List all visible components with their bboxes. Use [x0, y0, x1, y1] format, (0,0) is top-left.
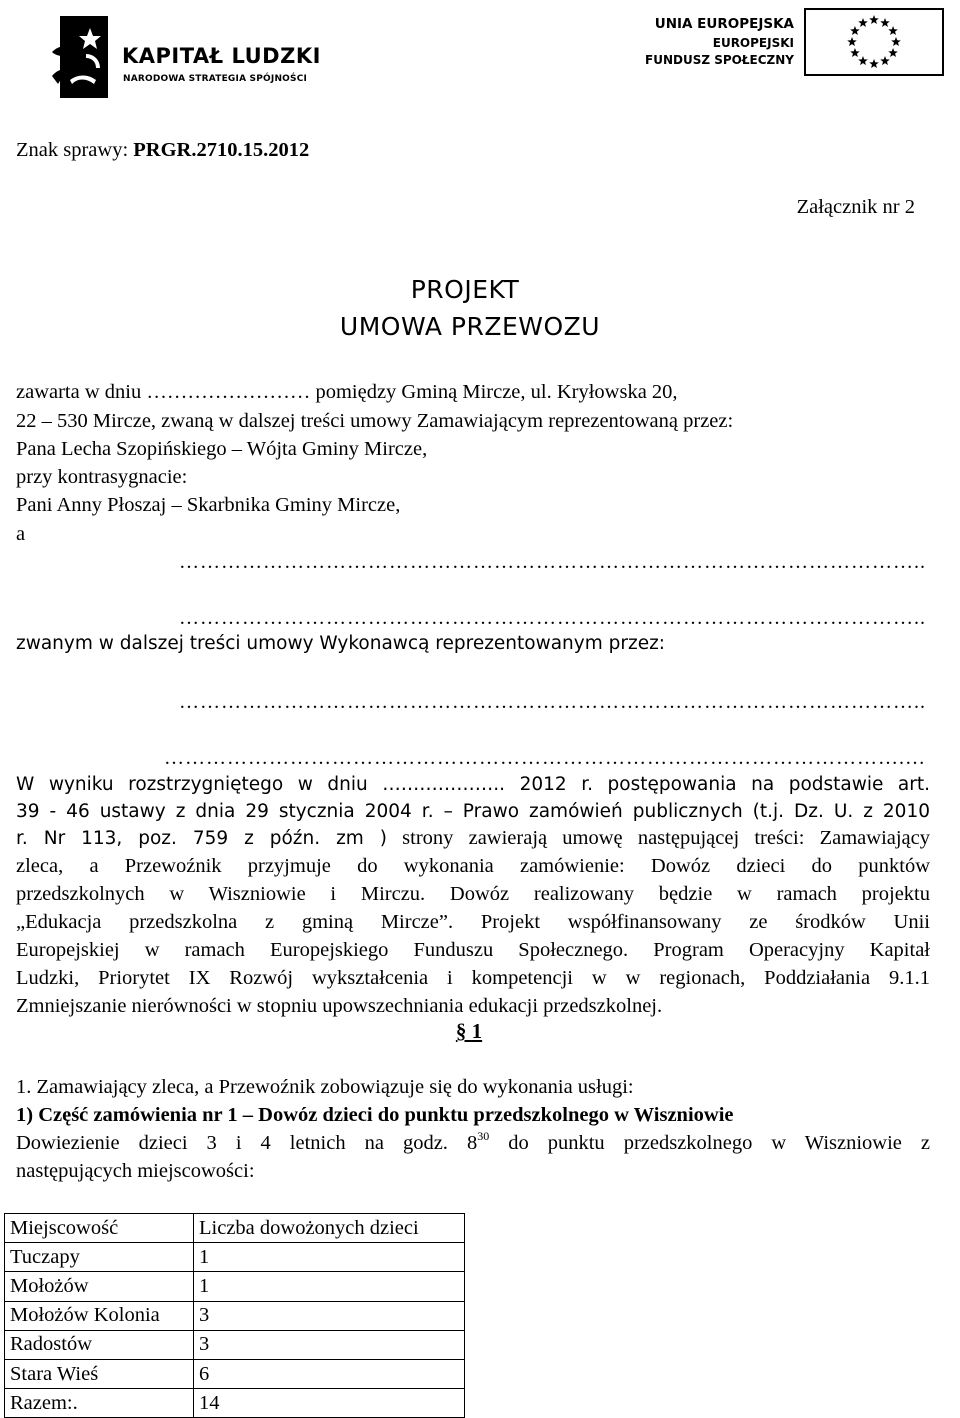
body-line-1: W wyniku rozstrzygniętego w dniu ……………….. 2012 r. postępowania na podstawie art.	[16, 774, 930, 795]
unia-europejska-label: UNIA EUROPEJSKA	[654, 16, 794, 32]
contractor-representation: zwanym w dalszej treści umowy Wykonawcą reprezentowanym przez:	[16, 633, 666, 654]
table-row	[5, 1330, 465, 1359]
delivery-time-minutes: 30	[477, 1129, 490, 1143]
representative-blank-1: ……………………………………………………………………………………………..	[179, 691, 926, 713]
body-line-6: „Edukacja przedszkolna z gminą Mircze”. Projekt współfinansowany ze środków Unii	[16, 911, 930, 933]
body-line-2: 39 - 46 ustawy z dnia 29 stycznia 2004 r. – Prawo zamówień publicznych (t.j. Dz. U. z 2010	[16, 801, 930, 822]
case-number	[16, 136, 309, 164]
table-row	[5, 1243, 465, 1272]
europejski-label: EUROPEJSKI	[712, 36, 794, 50]
table-row-total	[5, 1389, 465, 1418]
table-cell-place: Mołożów Kolonia	[5, 1301, 194, 1330]
body-line-3-serif: strony zawierają umowę następującej treści: Zamawiający	[402, 827, 931, 849]
contractor-blank-1: ……………………………………………………………………………………………..	[179, 551, 926, 573]
unia-europejska-logo	[640, 8, 944, 76]
body-line-5: przedszkolnych w Wiszniowie i Mirczu. Dowóz realizowany będzie w ramach projektu	[16, 883, 930, 905]
table-cell-count: 6	[194, 1359, 465, 1388]
table-cell-count: 1	[194, 1243, 465, 1272]
delivery-line-1-post: do punktu przedszkolnego w Wiszniowie z	[489, 1132, 931, 1154]
parties-line-1: zawarta w dniu …………………… pomiędzy Gminą Mircze, ul. Kryłowska 20,	[16, 381, 678, 403]
table-cell-place: Tuczapy	[5, 1243, 194, 1272]
kapital-ludzki-subtitle: NARODOWA STRATEGIA SPÓJNOŚCI	[123, 74, 308, 84]
eu-flag-icon	[804, 8, 944, 76]
table-cell-place: Mołożów	[5, 1272, 194, 1301]
part-1-heading: 1) Część zamówienia nr 1 – Dowóz dzieci do punktu przedszkolnego w Wiszniowie	[16, 1104, 734, 1126]
case-number-label: Znak sprawy:	[16, 139, 134, 161]
table-row	[5, 1272, 465, 1301]
table-row	[5, 1301, 465, 1330]
parties-line-5: Pani Anny Płoszaj – Skarbnika Gminy Mircze,	[16, 494, 401, 516]
contractor-blank-2: ……………………………………………………………………………………………..	[179, 607, 926, 629]
parties-line-6: a	[16, 523, 26, 545]
table-cell-count: 3	[194, 1330, 465, 1359]
delivery-line-1	[16, 1129, 930, 1157]
children-distribution-table	[4, 1213, 465, 1418]
table-cell-count: 1	[194, 1272, 465, 1301]
table-cell-place: Radostów	[5, 1330, 194, 1359]
delivery-line-1-pre: Dowiezienie dzieci 3 i 4 letnich na godz. 8	[16, 1132, 478, 1154]
delivery-line-2: następujących miejscowości:	[16, 1160, 255, 1182]
parties-line-3: Pana Lecha Szopińskiego – Wójta Gminy Mircze,	[16, 438, 428, 460]
kapital-ludzki-logo	[50, 14, 321, 100]
table-cell-count: 14	[194, 1389, 465, 1418]
table-cell-place: Stara Wieś	[5, 1359, 194, 1388]
representative-blank-2: …………………………………………………………………………………………….…	[164, 747, 926, 769]
table-cell-count: 3	[194, 1301, 465, 1330]
body-line-3-sans: r. Nr 113, poz. 759 z późn. zm )	[16, 828, 387, 849]
table-header-cell: Liczba dowożonych dzieci	[194, 1214, 465, 1243]
table-header-row	[5, 1214, 465, 1243]
body-line-7: Europejskiej w ramach Europejskiego Funduszu Społecznego. Program Operacyjny Kapitał	[16, 939, 930, 961]
parties-line-2: 22 – 530 Mircze, zwaną w dalszej treści umowy Zamawiającym reprezentowaną przez:	[16, 410, 734, 432]
document-title-contract: UMOWA PRZEWOZU	[339, 312, 601, 341]
document-title-project: PROJEKT	[410, 275, 520, 304]
paragraph-sign: § 1	[455, 1019, 483, 1043]
kapital-ludzki-emblem-icon	[50, 14, 112, 100]
point-1: 1. Zamawiający zleca, a Przewoźnik zobowiązuje się do wykonania usługi:	[16, 1076, 634, 1098]
table-row	[5, 1359, 465, 1388]
table-header-cell: Miejscowość	[5, 1214, 194, 1243]
body-line-4: zleca, a Przewoźnik przyjmuje do wykonania zamówienie: Dowóz dzieci do punktów	[16, 855, 930, 877]
body-line-8: Ludzki, Priorytet IX Rozwój wykształcenia i kompetencji w w regionach, Poddziałania 9.1.1	[16, 967, 930, 989]
fundusz-spoleczny-label: FUNDUSZ SPOŁECZNY	[645, 53, 794, 67]
table-cell-place: Razem:.	[5, 1389, 194, 1418]
body-line-3	[16, 824, 930, 853]
kapital-ludzki-title: KAPITAŁ LUDZKI	[122, 44, 321, 68]
case-number-value: PRGR.2710.15.2012	[133, 139, 310, 161]
parties-line-4: przy kontrasygnacie:	[16, 466, 188, 488]
attachment-label: Załącznik nr 2	[796, 196, 915, 218]
body-line-9: Zmniejszanie nierówności w stopniu upowszechniania edukacji przedszkolnej.	[16, 995, 663, 1017]
